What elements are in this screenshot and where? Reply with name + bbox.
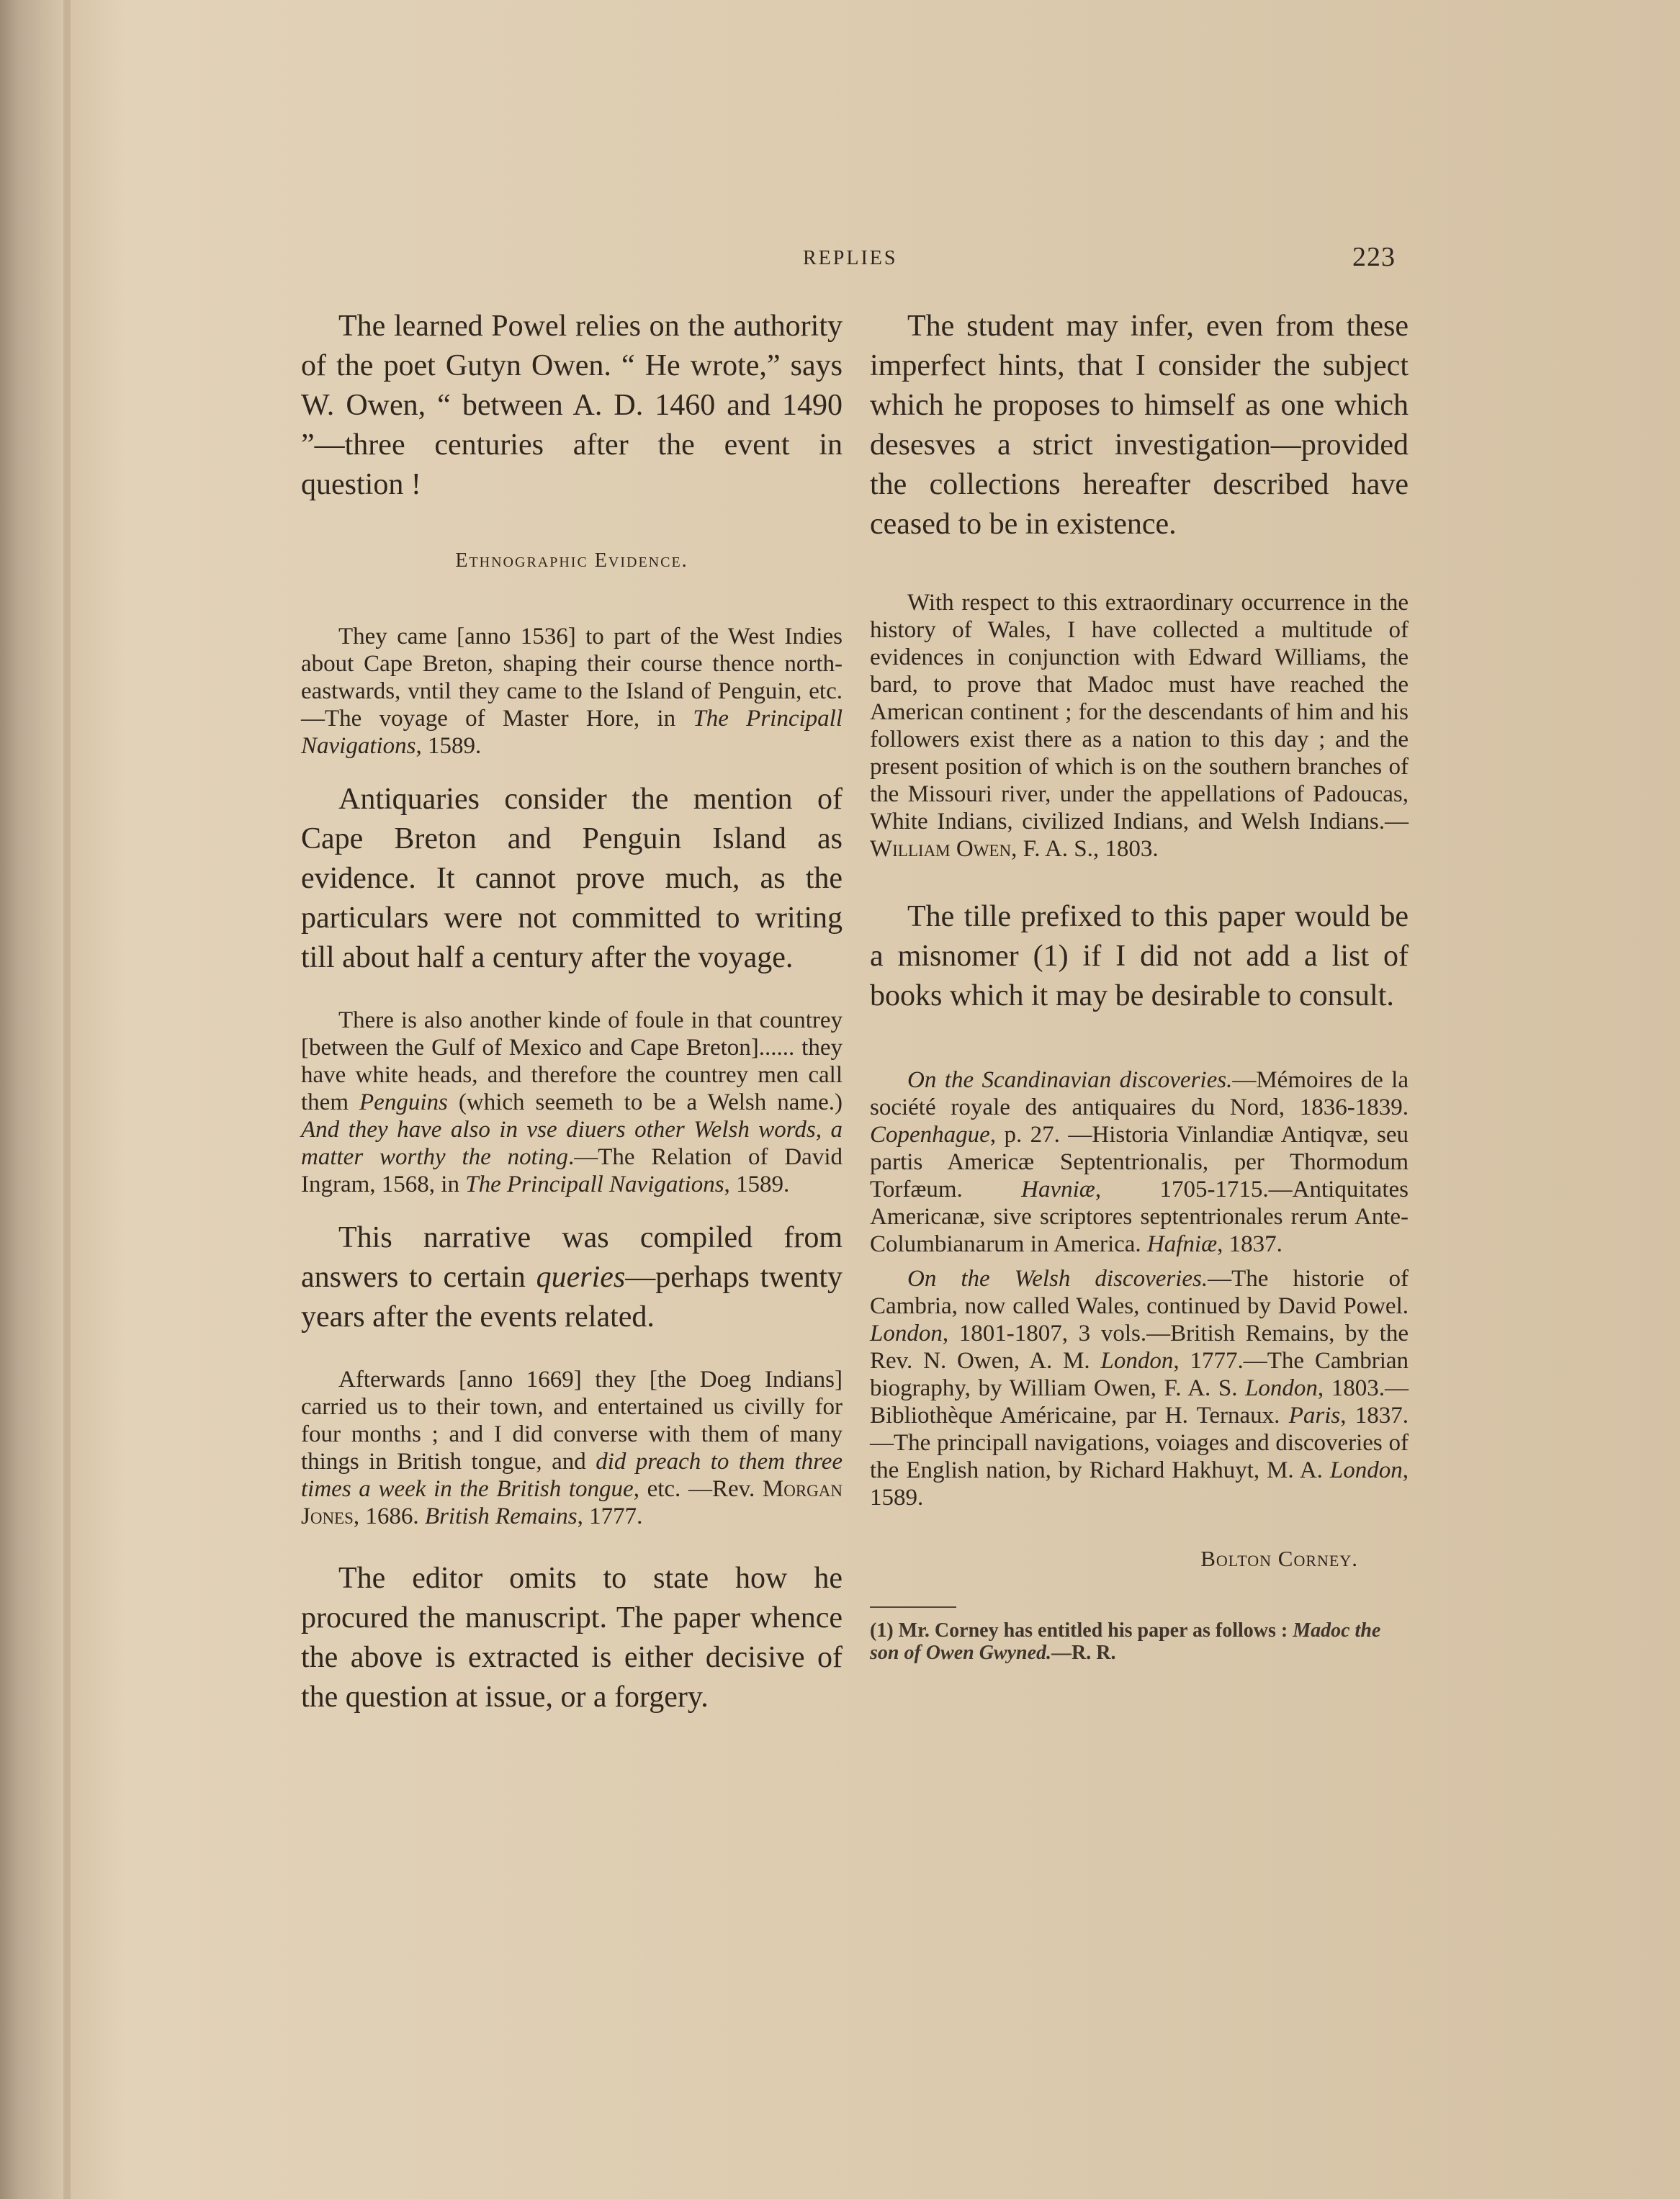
- right-books-welsh-place-1: London: [870, 1321, 943, 1346]
- left-quote-2-italic-words: And they have also in vse diuers other Welsh words, a matter worthy the noting: [301, 1117, 843, 1170]
- footnote-end: —R. R.: [1051, 1642, 1116, 1664]
- right-books-welsh-a: —The historie of Cambria, now called Wales, continued by David Powel.: [870, 1266, 1409, 1319]
- right-books-welsh-place-4: Paris: [1288, 1403, 1341, 1429]
- right-column: [870, 307, 1409, 1664]
- left-quote-2-penguins: Penguins: [359, 1089, 448, 1115]
- right-paragraph-1: The student may infer, even from these imperfect hints, that I consider the subject which he proposes to himself as one which desesves a strict investigation—provided the collections hereafter described have ceased to be in existence.: [870, 310, 1409, 541]
- right-quote-1-text: With respect to this extraordinary occurrence in the history of Wales, I have collected a multitude of evidences in conjunction with Edward Williams, the bard, to prove that Madoc must have reached the American continent ; for the descendants of him and his followers exist there as a nation to this day ; and the present position of which is on the southern branches of the Missouri river, under the appellations of Padoucas, White Indians, civilized Indians, and Welsh Indians.—: [870, 590, 1409, 835]
- footnote-italic: Madoc the son of Owen Gwyned.: [870, 1619, 1381, 1664]
- left-paragraph-3-start: This narrative was compiled from answers to certain: [301, 1221, 843, 1294]
- right-books-scandinavian-a: —Mémoires de la société royale des antiquaires du Nord, 1836-1839.: [870, 1067, 1409, 1120]
- right-quote-1-author: William Owen: [870, 836, 1012, 862]
- book-spine-shadow: [0, 0, 65, 2199]
- running-head: [0, 243, 1680, 279]
- right-books-scandinavian-place: Copenhague: [870, 1122, 990, 1148]
- right-books-welsh-b: , 1801-1807, 3 vols.—British Remains, by the Rev. N. Owen, A. M.: [870, 1321, 1409, 1374]
- right-books-welsh-lead: On the Welsh discoveries.: [907, 1266, 1208, 1292]
- left-quote-2-start: There is also another kinde of foule in that countrey [between the Gulf of Mexico and Cape Breton]...... they have white heads, and therefore the countrey men call them: [301, 1007, 843, 1115]
- left-paragraph-2: Antiquaries consider the mention of Cape Breton and Penguin Island as evidence. It cannot prove much, as the particulars were not committed to writing till about half a century after the voyage.: [301, 783, 843, 974]
- right-quote-1: [870, 589, 1409, 863]
- right-books-scandinavian-hafniae: Hafniæ: [1146, 1231, 1218, 1257]
- right-books-welsh-c: , 1777.—The Cambrian biography, by William Owen, F. A. S.: [870, 1348, 1409, 1401]
- page-number: 223: [1352, 242, 1396, 272]
- right-books-welsh: [870, 1265, 1409, 1511]
- running-title: REPLIES: [803, 247, 898, 269]
- left-paragraph-3-queries: queries: [536, 1261, 626, 1294]
- ethnographic-evidence-heading: Ethnographic Evidence.: [455, 549, 688, 572]
- right-paragraph-2: The tille prefixed to this paper would be a misnomer (1) if I did not add a list of books which it may be desirable to consult.: [870, 900, 1409, 1012]
- left-quote-3-year: , 1686.: [353, 1503, 425, 1529]
- left-quote-2-tail: .—The Relation of David Ingram, 1568, in: [301, 1144, 843, 1197]
- left-quote-3-author: Morgan Jones: [301, 1476, 843, 1529]
- left-quote-2-source: The Principall Navigations: [465, 1172, 724, 1197]
- right-books-welsh-e: , 1837.—The principall navigations, voiages and discoveries of the English nation, by Richard Hakhuyt, M. A.: [870, 1403, 1409, 1483]
- right-quote-1-tail: , F. A. S., 1803.: [1011, 836, 1159, 862]
- right-books-welsh-f: , 1589.: [870, 1457, 1409, 1511]
- left-quote-3-source: British Remains: [424, 1503, 578, 1529]
- footnote-rule: [870, 1606, 956, 1608]
- right-books-scandinavian-b: , p. 27. —Historia Vinlandiæ Antiqvæ, seu partis Americæ Septentrionalis, per Thormodum Torfæum.: [870, 1122, 1409, 1202]
- right-books-welsh-place-5: London: [1329, 1457, 1403, 1483]
- right-books-welsh-place-3: London: [1245, 1375, 1318, 1401]
- left-intro-paragraph: The learned Powel relies on the authority of the poet Gutyn Owen. “ He wrote,” says W. Owen, “ between A. D. 1460 and 1490 ”—three centuries after the event in question !: [301, 310, 843, 501]
- right-books-scandinavian-c: , 1705-1715.—Antiquitates Americanæ, sive scriptores septentrionales rerum Ante-Columbianarum in America.: [870, 1177, 1409, 1257]
- right-books-scandinavian-lead: On the Scandinavian discoveries.: [907, 1067, 1233, 1093]
- left-quote-2: [301, 1007, 843, 1198]
- left-quote-3-italic: did preach to them three times a week in the British tongue: [301, 1449, 843, 1502]
- left-quote-3: [301, 1366, 843, 1530]
- left-paragraph-3-end: —perhaps twenty years after the events related.: [301, 1261, 843, 1334]
- left-quote-3-start: Afterwards [anno 1669] they [the Doeg Indians] carried us to their town, and entertained us civilly for four months ; and I did converse with them of many things in British tongue, and: [301, 1367, 843, 1475]
- right-books-scandinavian: [870, 1066, 1409, 1258]
- left-quote-1-text: They came [anno 1536] to part of the West Indies about Cape Breton, shaping their course thence north-eastwards, vntil they came to the Island of Penguin, etc.—The voyage of Master Hore, in: [301, 624, 843, 732]
- footnote-start: (1) Mr. Corney has entitled his paper as follows :: [870, 1619, 1293, 1642]
- left-quote-1-source: The Principall Navigations: [301, 706, 843, 759]
- left-paragraph-4: The editor omits to state how he procured the manuscript. The paper whence the above is extracted is either decisive of the question at issue, or a forgery.: [301, 1562, 843, 1714]
- left-quote-3-mid: , etc. —Rev.: [633, 1476, 763, 1502]
- left-quote-1-tail: , 1589.: [415, 733, 482, 759]
- left-column: [301, 307, 843, 1717]
- page-gutter-shadow: [63, 0, 71, 2199]
- signature: Bolton Corney.: [1200, 1546, 1358, 1571]
- left-paragraph-3: [301, 1218, 843, 1337]
- left-quote-1: [301, 623, 843, 760]
- right-books-scandinavian-d: , 1837.: [1217, 1231, 1283, 1257]
- right-books-scandinavian-havniae: Havniæ: [1021, 1177, 1095, 1202]
- footnote: [870, 1619, 1409, 1664]
- right-books-welsh-d: , 1803.—Bibliothèque Américaine, par H. Ternaux.: [870, 1375, 1409, 1429]
- right-books-welsh-place-2: London: [1100, 1348, 1174, 1374]
- left-quote-3-end: , 1777.: [577, 1503, 643, 1529]
- left-quote-2-year: , 1589.: [724, 1172, 790, 1197]
- left-quote-2-mid: (which seemeth to be a Welsh name.): [447, 1089, 843, 1115]
